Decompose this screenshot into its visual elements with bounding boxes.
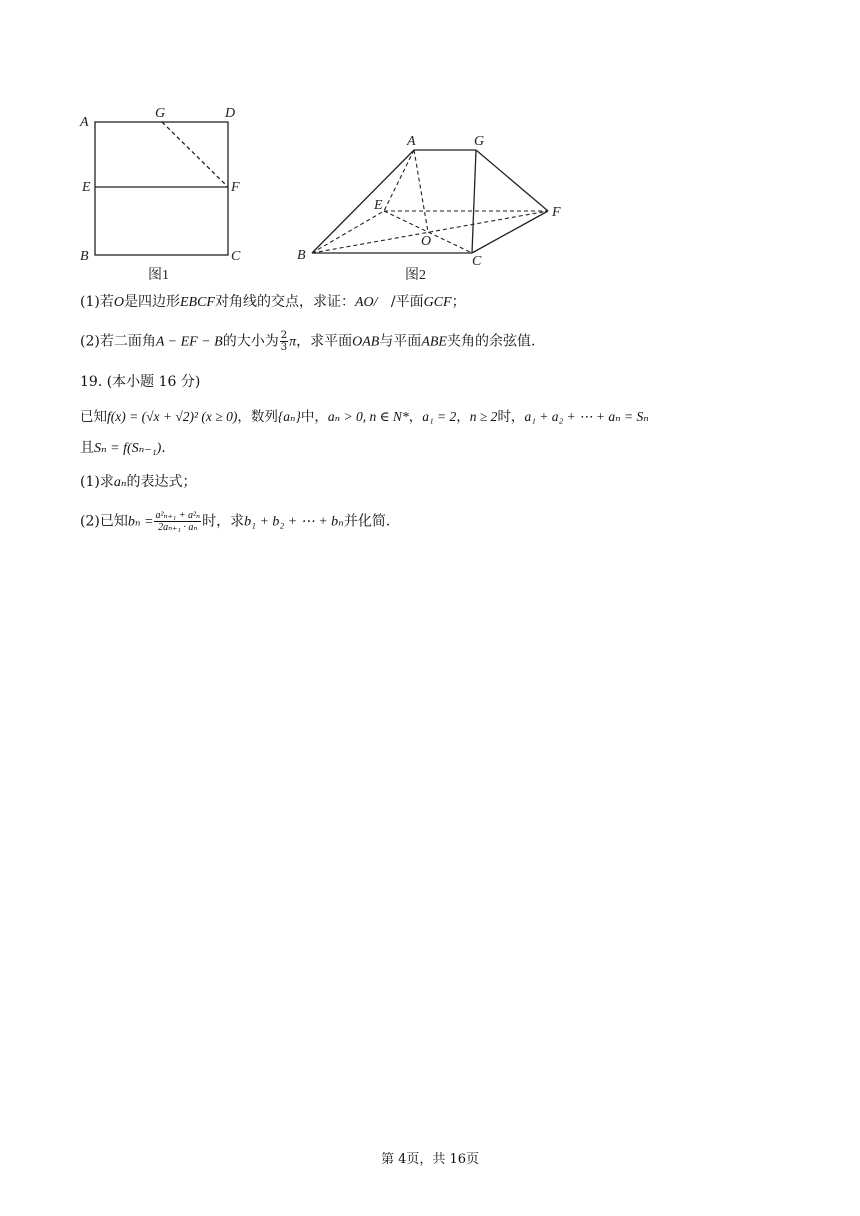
q19-part1: (1)求aₙ的表达式； — [80, 474, 197, 490]
label-D: D — [225, 106, 236, 121]
edge-cf — [472, 211, 548, 253]
figure-2-caption: 图2 — [405, 268, 426, 283]
figure-1 — [70, 95, 260, 285]
label-C: C — [231, 249, 241, 264]
label-G: G — [474, 134, 485, 149]
rectangle-abcd — [95, 122, 228, 255]
label-E: E — [82, 180, 91, 195]
q19-statement-line1: 已知f(x) = (√x + √2)² (x ≥ 0)，数列{aₙ}中，aₙ > 0, n ∈ N*，a₁ = 2，n ≥ 2时，a₁ + a₂ + ⋯ + aₙ = Sₙ — [80, 409, 649, 425]
label-E: E — [374, 198, 383, 213]
q18-part2: (2)若二面角A − EF − B的大小为 $\frac{2}{3}$ π，求平面OAB与平面ABE夹角的余弦值. — [80, 330, 536, 353]
page-footer: 第 4页，共 16页 — [380, 1152, 480, 1167]
q19-heading: 19. (本小题 16 分) — [80, 374, 201, 390]
q19-statement-line2: 且Sₙ = f(Sₙ₋₁). — [80, 440, 166, 456]
fraction-two-thirds: $\frac{2}{3}$ — [280, 330, 288, 353]
figure-2 — [290, 125, 580, 285]
label-O: O — [421, 234, 432, 249]
edge-gc — [472, 150, 476, 253]
label-A: A — [407, 134, 416, 149]
label-A: A — [80, 115, 89, 130]
label-F: F — [231, 180, 240, 195]
label-C: C — [472, 254, 482, 269]
segment-gf-dashed — [162, 122, 228, 187]
q18-part1: (1)若O是四边形EBCF对角线的交点，求证：AO/ /平面GCF； — [80, 294, 466, 310]
q19-part2: (2)已知bₙ = $\frac{\text{a²ₙ₊₁ + a²ₙ}}{\text{2aₙ₊₁ · aₙ}}$ 时，求b₁ + b₂ + ⋯ + bₙ并化简. — [80, 510, 391, 533]
label-B: B — [297, 248, 306, 263]
label-B: B — [80, 249, 89, 264]
edge-ao-dashed — [414, 150, 428, 232]
fraction-bn: $\frac{\text{a²ₙ₊₁ + a²ₙ}}{\text{2aₙ₊₁ · aₙ}}$ — [155, 510, 201, 533]
edge-ae-dashed — [384, 150, 414, 211]
edge-gf — [476, 150, 548, 211]
label-G: G — [155, 106, 166, 121]
figure-2-diagram — [290, 125, 580, 285]
label-F: F — [552, 205, 561, 220]
figure-1-diagram — [70, 95, 260, 285]
edge-ab — [312, 150, 414, 253]
figure-1-caption: 图1 — [148, 268, 169, 283]
